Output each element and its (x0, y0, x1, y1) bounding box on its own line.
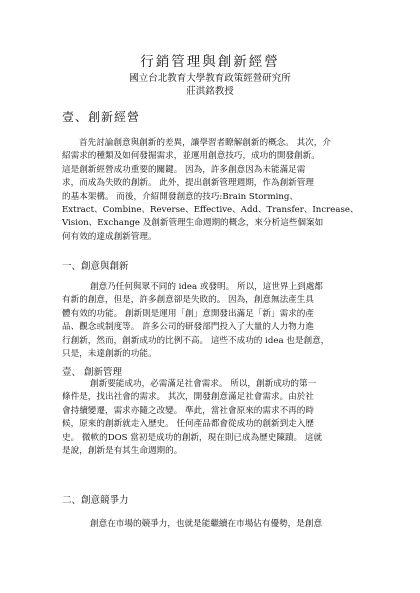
paragraph-line: 有新的創意，但是，許多創意卻是失敗的。 因為，創意無法產生具 (62, 295, 314, 306)
author-affiliation: 國立台北教育大學教育政策經營研究所 (129, 73, 291, 84)
competitiveness-paragraph (62, 518, 362, 531)
paragraph-line: 的基本架構。 而後，介紹開發創意的技巧:Brain Storming、 (62, 191, 299, 202)
paragraph-line: 何有效的達成創新管理。 (62, 231, 157, 242)
creativity-paragraph (62, 281, 362, 361)
paragraph-line: 候，原來的創新就走入歷史。 任何產品都會從成功的創新到走入歷 (62, 419, 314, 430)
paragraph-line: Extract、Combine、Reverse、Effective、Add、Transfer、Increase、 (62, 205, 359, 216)
paragraph-line: 首先討論創意與創新的差異，讓學習者瞭解創新的概念。 其次，介 (79, 138, 331, 148)
paragraph-line: 創意乃任何與眾不同的 idea 或發明。 所以，這世界上到處都 (90, 282, 323, 292)
paragraph-line: 創意在市場的競爭力，也就是能繼續在市場佔有優勢，是創意 (90, 519, 323, 529)
paragraph-line: 條件是，找出社會的需求。 其次，開發創意滿足社會需求。由於社 (62, 392, 314, 403)
paragraph-line: 是說，創新是有其生命週期的。 (62, 446, 183, 457)
paragraph-line: 創新要能成功，必需滿足社會需求。 所以，創新成功的第一 (90, 379, 317, 389)
innovation-management-paragraph (62, 378, 362, 458)
paragraph-line: 紹需求的種類及如何發掘需求，並運用創意技巧，成功的開發創新。 (62, 151, 320, 162)
paragraph-line: 只是，未達創新的功能。 (62, 349, 157, 360)
paragraph-line: 這是創新經營成功重要的關鍵。 因為，許多創意因為未能滿足需 (62, 164, 306, 175)
intro-paragraph (62, 137, 362, 244)
paragraph-line: Vision、Exchange 及創新管理生命週期的概念，來分析這些個案如 (62, 218, 324, 229)
paragraph-line: 史。 微軟的DOS 當初是成功的創新，現在則已成為歷史陳蹟。 這就 (62, 432, 323, 443)
paragraph-line: 體有效的功能。 創新則是運用「創」意開發出滿足「新」需求的產 (62, 308, 314, 319)
paragraph-line: 會持續變遷，需求亦隨之改變。 準此，當社會原來的需求不再的時 (62, 405, 314, 416)
author-name: 莊淇銘教授 (186, 86, 234, 97)
subsection-heading: 二、創意競爭力 (62, 495, 129, 506)
document-title: 行銷管理與創新經營 (140, 54, 280, 70)
section-heading: 壹、創新經營 (62, 110, 141, 124)
paragraph-line: 品、觀念或制度等。 許多公司的研發部門投入了大量的人力物力進 (62, 322, 314, 333)
paragraph-line: 行創新，然而，創新成功的比例不高。 這些不成功的 idea 也是創意， (62, 335, 330, 346)
subsection-heading: 一、創意與創新 (62, 261, 129, 272)
paragraph-line: 求，而成為失敗的創新。 此外，提出創新管理週期，作為創新管理 (62, 178, 314, 189)
subsection-heading: 壹、 創新管理 (62, 367, 123, 378)
